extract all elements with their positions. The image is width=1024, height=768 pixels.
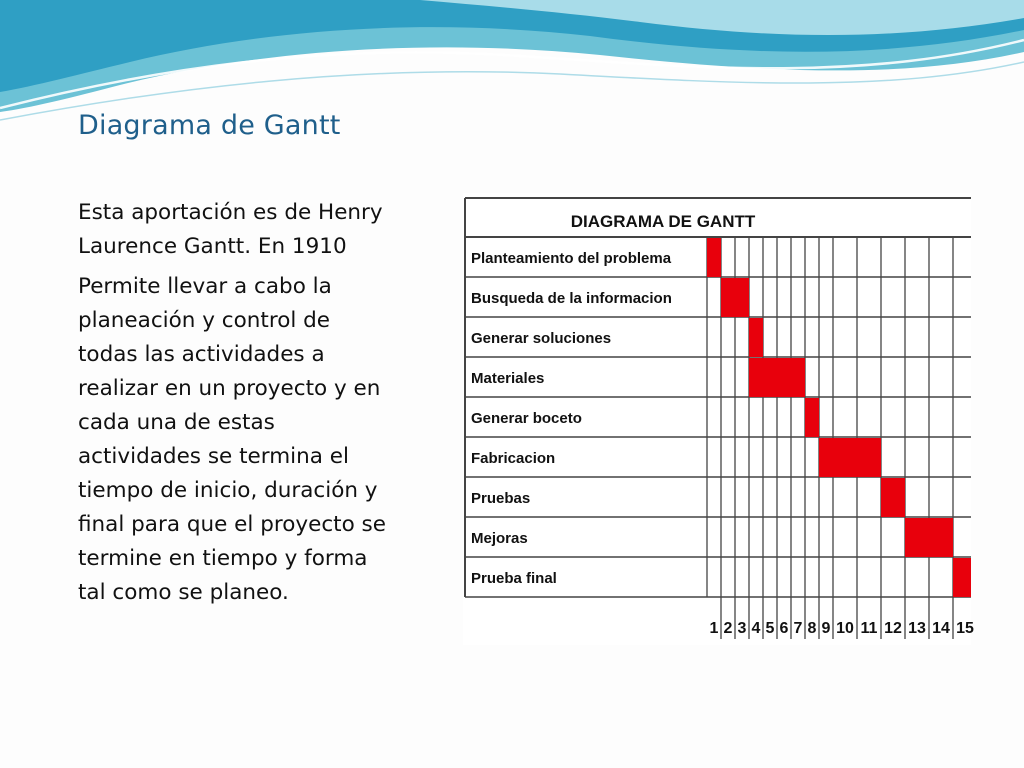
gantt-task-label: Pruebas [471,490,531,507]
paragraph-author: Esta aportación es de Henry Laurence Gantt. En 1910 [78,200,383,259]
gantt-task-label: Planteamiento del problema [471,250,672,267]
gantt-task-label: Busqueda de la informacion [471,290,672,307]
gantt-bar [953,558,971,597]
gantt-bar [707,238,721,277]
gantt-task-label: Mejoras [471,530,528,547]
gantt-period-label: 8 [807,620,817,637]
gantt-period-label: 2 [723,620,733,637]
gantt-period-label: 6 [779,620,789,637]
slide-title: Diagrama de Gantt [78,110,341,141]
gantt-bar [819,438,881,477]
gantt-period-label: 10 [836,620,854,637]
gantt-bar [805,398,819,437]
gantt-period-label: 7 [793,620,803,637]
gantt-task-label: Materiales [471,370,545,387]
gantt-task-label: Generar soluciones [471,330,612,347]
gantt-period-label: 5 [765,620,775,637]
gantt-period-label: 13 [908,620,926,637]
paragraph-description: Permite llevar a cabo la planeación y control de todas las actividades a realizar en un proyecto y en cada una de estas actividades se termina el tiempo de inicio, duración y final para que el proyecto se termine en tiempo y forma tal como se planeo. [78,274,386,605]
gantt-period-label: 12 [884,620,902,637]
gantt-bar [749,358,805,397]
gantt-bar [721,278,749,317]
gantt-bar [881,478,905,517]
gantt-chart [463,193,974,645]
gantt-period-label: 9 [821,620,831,637]
gantt-period-label: 11 [860,620,878,637]
gantt-period-label: 3 [737,620,747,637]
gantt-period-label: 4 [751,620,761,637]
gantt-task-label: Fabricacion [471,450,556,467]
gantt-task-label: Generar boceto [471,410,582,427]
slide-body [78,196,388,616]
gantt-title: DIAGRAMA DE GANTT [570,212,756,231]
gantt-bar [749,318,763,357]
gantt-bar [905,518,953,557]
gantt-period-label: 15 [956,620,974,637]
gantt-period-label: 1 [709,620,719,637]
gantt-task-label: Prueba final [471,570,557,587]
gantt-period-label: 14 [932,620,950,637]
